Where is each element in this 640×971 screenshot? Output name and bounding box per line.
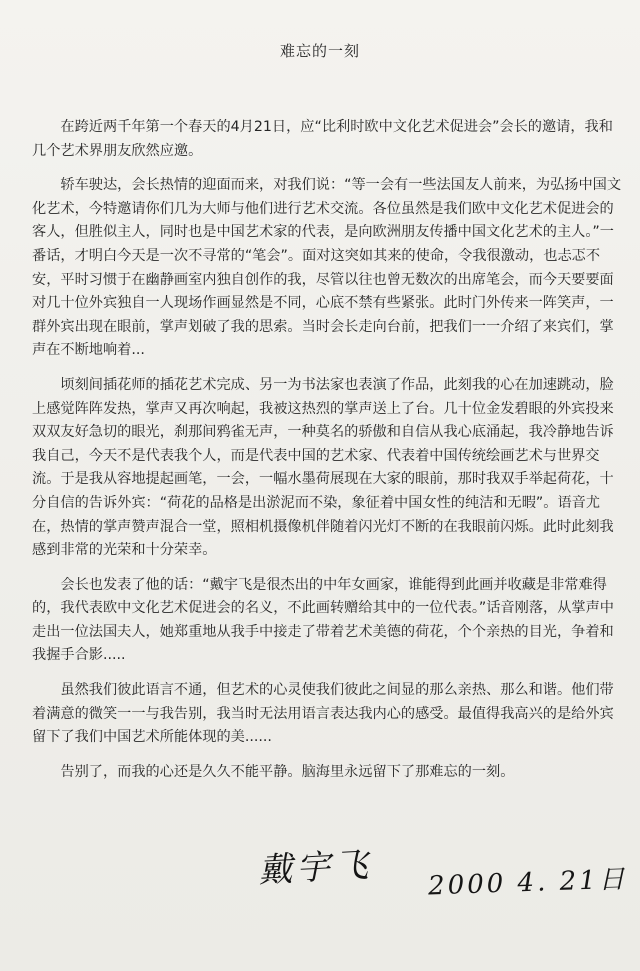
handwritten-signature: 戴宇飞: [257, 845, 374, 891]
paragraph-6: 告别了，而我的心还是久久不能平静。脑海里永远留下了那难忘的一刻。: [60, 763, 515, 780]
document-body: [32, 116, 622, 784]
paragraph-4: 会长也发表了他的话：“戴宇飞是很杰出的中年女画家，谁能得到此画并收藏是非常难得的，我代表欧中文化艺术促进会的名义，不此画转赠给其中的一位代表。”话音刚落，从掌声中走出一位法国夫人，她郑重地从我手中接走了带着艺术美德的荷花，个个亲热的目光，争着和我握手合影.....: [32, 576, 614, 664]
paragraph-3: 顷刻间插花师的插花艺术完成、另一为书法家也表演了作品，此刻我的心在加速跳动，脸上感觉阵阵发热，掌声又再次响起，我被这热烈的掌声送上了台。几十位金发碧眼的外宾投来双双友好急切的眼光，刹那间鸦雀无声，一种莫名的骄傲和自信从我心底涌起，我冷静地告诉我自己，今天不是代表我个人，而是代表中国的艺术家、代表着中国传统绘画艺术与世界交流。于是我从容地提起画笔，一会，一幅水墨荷展现在大家的眼前，那时我双手举起荷花，十分自信的告诉外宾：“荷花的品格是出淤泥而不染，象征着中国女性的纯洁和无暇”。语音尤在，热情的掌声赞声混合一堂，照相机摄像机伴随着闪光灯不断的在我眼前闪烁。此时此刻我感到非常的光荣和十分荣幸。: [32, 376, 614, 559]
document-title: 难忘的一刻: [279, 42, 360, 60]
paragraph-5: 虽然我们彼此语言不通，但艺术的心灵使我们彼此之间显的那么亲热、那么和谐。他们带着满意的微笑一一与我告别，我当时无法用语言表达我内心的感受。最值得我高兴的是给外宾留下了我们中国艺术所能体现的美......: [32, 682, 614, 746]
paragraph-1: 在跨近两千年第一个春天的4月21日，应“比利时欧中文化艺术促进会”会长的邀请，我和几个艺术界朋友欣然应邀。: [32, 119, 613, 159]
handwritten-date: 2000 4. 21日: [427, 864, 629, 902]
paragraph-2: 轿车驶达，会长热情的迎面而来，对我们说：“等一会有一些法国友人前来，为弘扬中国文化艺术，今特邀请你们几为大师与他们进行艺术交流。各位虽然是我们欧中文化艺术促进会的客人，但胜似主人，同时也是中国艺术家的代表，是向欧洲朋友传播中国文化艺术的主人。”一番话，才明白今天是一次不寻常的“笔会”。面对这突如其来的使命，令我很激动，也忐忑不安，平时习惯于在幽静画室内独自创作的我，尽管以往也曾无数次的出席笔会，而今天要要面对几十位外宾独自一人现场作画显然是不同，心底不禁有些紧张。此时门外传来一阵笑声，一群外宾出现在眼前，掌声划破了我的思索。当时会长走向台前，把我们一一介绍了来宾们，掌声在不断地响着...: [32, 177, 622, 359]
